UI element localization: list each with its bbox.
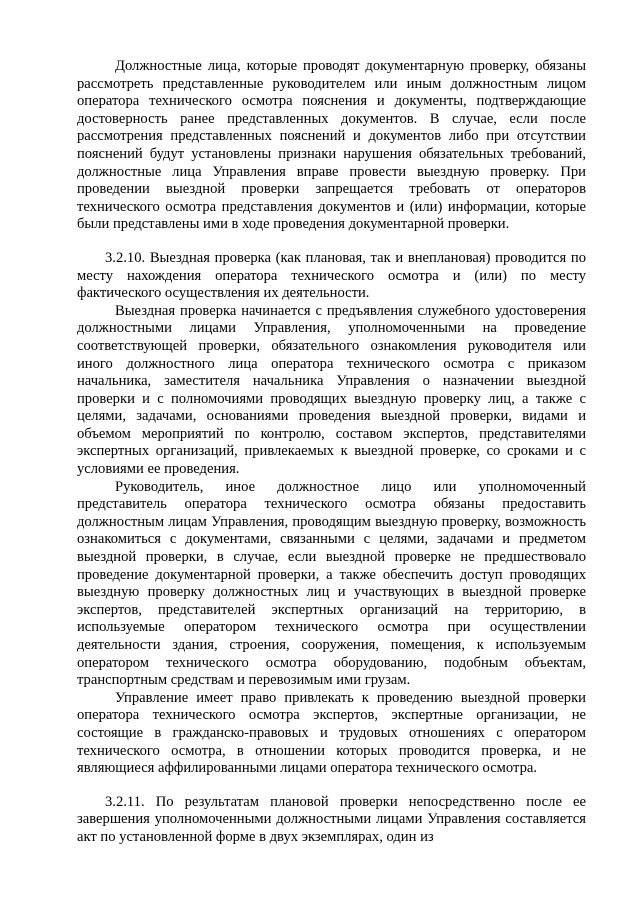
paragraph-3-2-11: 3.2.11. По результатам плановой проверки непосредственно после ее завершения уполномоченными должностными лицами Управления составляется акт по установленной форме в двух экземплярах, один из <box>77 793 586 845</box>
paragraph-3-2-10: 3.2.10. Выездная проверка (как плановая, так и внеплановая) проводится по месту нахождения оператора технического осмотра и (или) по месту фактического осуществления их деятельности. <box>77 249 586 302</box>
paragraph-access-obligation: Руководитель, иное должностное лицо или уполномоченный представитель оператора технического осмотра обязаны предоставить должностным лицам Управления, проводящим выездную проверку, возможность ознакомиться с документами, связанными с целями, задачами и предметом выездной проверки, в случае, если выездной проверке не предшествовало проведение документарной проверки, а также обеспечить доступ проводящих выездную проверку должностных лиц и участвующих в выездной проверке экспертов, представителей экспертных организаций на территорию, в используемые оператором технического осмотра при осуществлении деятельности здания, строения, сооружения, помещения, к используемым оператором технического осмотра оборудованию, подобным объектам, транспортным средствам и перевозимым ими грузам. <box>77 478 586 689</box>
document-page <box>77 58 586 847</box>
paragraph-onsite-start: Выездная проверка начинается с предъявления служебного удостоверения должностными лицами Управления, уполномоченными на проведение соответствующей проверки, обязательного ознакомления руководителя или иного должностного лица оператора технического осмотра с приказом начальника, заместителя начальника Управления о назначении выездной проверки и с полномочиями проводящих выездную проверку лиц, а также с целями, задачами, основаниями проведения выездной проверки, видами и объемом мероприятий по контролю, составом экспертов, представителями экспертных организаций, привлекаемых к выездной проверке, со сроками и с условиями ее проведения. <box>77 302 586 478</box>
paragraph-document-review: Должностные лица, которые проводят документарную проверку, обязаны рассмотреть представленные руководителем или иным должностным лицом оператора технического осмотра пояснения и документы, подтверждающие достоверность ранее представленных документов. В случае, если после рассмотрения представленных пояснений и документов либо при отсутствии пояснений будут установлены признаки нарушения обязательных требований, должностные лица Управления вправе провести выездную проверку. При проведении выездной проверки запрещается требовать от операторов технического осмотра представления документов и (или) информации, которые были представлены ими в ходе проведения документарной проверки. <box>77 58 586 233</box>
paragraph-experts: Управление имеет право привлекать к проведению выездной проверки оператора технического осмотра экспертов, экспертные организации, не состоящие в гражданско-правовых и трудовых отношениях с оператором технического осмотра, в отношении которых проводится проверка, и не являющиеся аффилированными лицами оператора технического осмотра. <box>77 689 586 777</box>
